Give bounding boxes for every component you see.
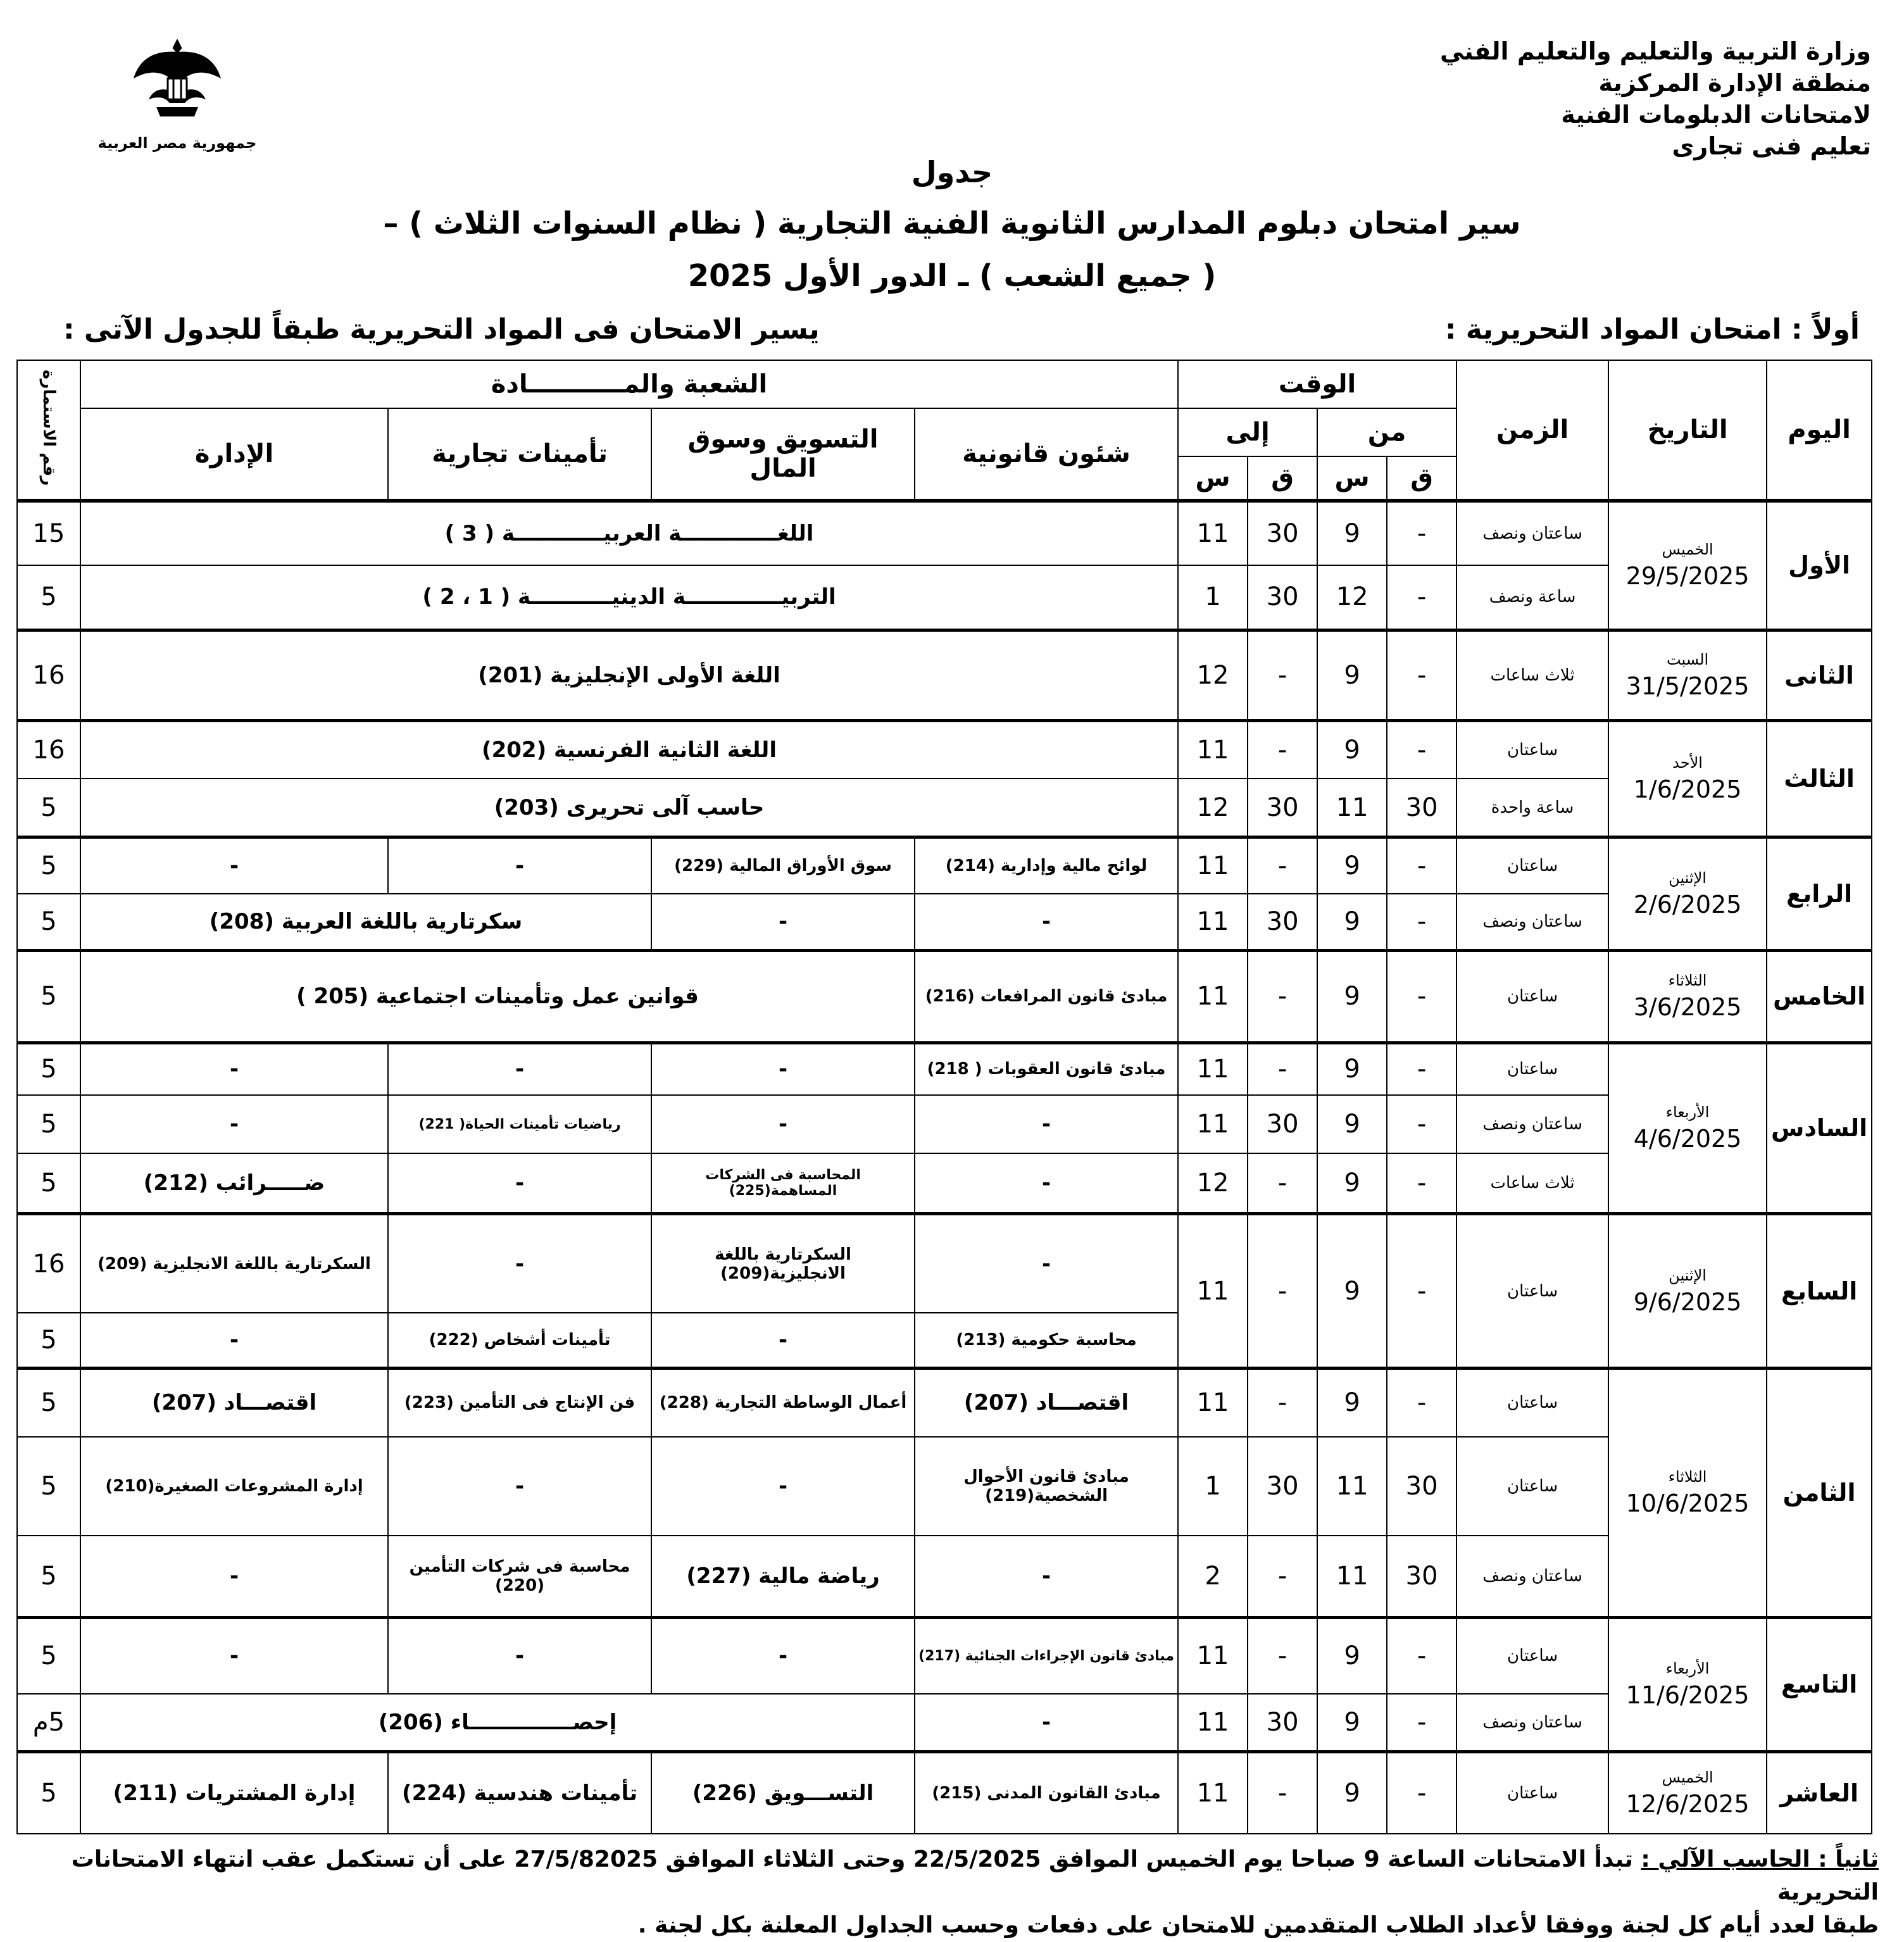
subject-insurance-cell: - <box>388 1214 651 1313</box>
subject-insurance-cell: تأمينات أشخاص (222) <box>388 1313 651 1368</box>
subject-insurance-cell: - <box>388 1437 651 1536</box>
from-s-cell: 9 <box>1317 1752 1387 1834</box>
from-s-cell: 9 <box>1317 837 1387 894</box>
from-q-cell: - <box>1387 1214 1456 1369</box>
score-cell: 5 <box>17 837 80 894</box>
to-s-cell: 11 <box>1178 950 1248 1043</box>
ministry-line: تعليم فنى تجارى <box>1672 132 1871 160</box>
from-q-cell: - <box>1387 1617 1456 1694</box>
from-q-cell: 30 <box>1387 1437 1456 1536</box>
subject-insurance-cell: - <box>388 837 651 894</box>
subject-insurance-cell: - <box>388 1043 651 1095</box>
subject-marketing-cell: - <box>651 1437 915 1536</box>
subject-insurance-cell: فن الإنتاج فى التأمين (223) <box>388 1369 651 1437</box>
subject-shared-cell: إحصــــــــــــــاء (206) <box>80 1694 915 1752</box>
subject-marketing-cell: التســـويق (226) <box>651 1752 915 1834</box>
date-cell: الأحد 1/6/2025 <box>1608 721 1767 837</box>
subject-admin-cell: - <box>80 837 388 894</box>
duration-cell: ثلاث ساعات <box>1456 1153 1608 1214</box>
day-cell: الرابع <box>1767 837 1872 950</box>
date-cell: الثلاثاء 3/6/2025 <box>1608 950 1767 1043</box>
to-q-cell: 30 <box>1248 1437 1317 1536</box>
day-cell: السادس <box>1767 1043 1872 1214</box>
to-q-cell: 30 <box>1248 1694 1317 1752</box>
from-q-cell: - <box>1387 950 1456 1043</box>
subject-cell: حاسب آلى تحريرى (203) <box>80 779 1178 837</box>
date-cell: الإثنين 2/6/2025 <box>1608 837 1767 950</box>
duration-cell: ساعة ونصف <box>1456 565 1608 630</box>
to-s-cell: 11 <box>1178 1369 1248 1437</box>
duration-cell: ساعتان <box>1456 1617 1608 1694</box>
to-s-cell: 11 <box>1178 1617 1248 1694</box>
subject-marketing-cell: - <box>651 894 915 951</box>
duration-cell: ساعتان <box>1456 1043 1608 1095</box>
to-q-cell: 30 <box>1248 501 1317 565</box>
duration-cell: ساعتان <box>1456 1437 1608 1536</box>
subject-marketing-cell: أعمال الوساطة التجارية (228) <box>651 1369 915 1437</box>
to-q-cell: - <box>1248 1214 1317 1369</box>
to-q-cell: - <box>1248 1043 1317 1095</box>
day-cell: الأول <box>1767 501 1872 630</box>
to-q-cell: - <box>1248 950 1317 1043</box>
from-s-cell: 9 <box>1317 1043 1387 1095</box>
title-line3: ( جميع الشعب ) ـ الدور الأول 2025 <box>687 258 1217 294</box>
subject-marketing-cell: - <box>651 1095 915 1153</box>
subject-admin-cell: - <box>80 1313 388 1368</box>
to-s-cell: 11 <box>1178 1752 1248 1834</box>
subject-legal-cell: اقتصـــاد (207) <box>915 1369 1178 1437</box>
to-q-cell: - <box>1248 1536 1317 1617</box>
subject-cell: اللغة الأولى الإنجليزية (201) <box>80 630 1178 721</box>
date-cell: الأربعاء 11/6/2025 <box>1608 1617 1767 1751</box>
from-q-cell: 30 <box>1387 1536 1456 1617</box>
from-s-cell: 11 <box>1317 1437 1387 1536</box>
score-cell: 5 <box>17 1313 80 1368</box>
subject-legal-cell: - <box>915 1694 1178 1752</box>
subject-legal-cell: مبادئ قانون العقوبات ( 218) <box>915 1043 1178 1095</box>
subject-legal-cell: - <box>915 1153 1178 1214</box>
duration-cell: ساعتان ونصف <box>1456 1536 1608 1617</box>
from-q-cell: 30 <box>1387 779 1456 837</box>
from-s-cell: 9 <box>1317 630 1387 721</box>
subject-admin-cell: السكرتارية باللغة الانجليزية (209) <box>80 1214 388 1313</box>
from-s-cell: 9 <box>1317 1617 1387 1694</box>
subject-cell: التربيـــــــــــــة الدينيـــــــــــة ( 1 ، 2 ) <box>80 565 1178 630</box>
to-s-cell: 11 <box>1178 501 1248 565</box>
subject-admin-cell: إدارة المشتريات (211) <box>80 1752 388 1834</box>
to-s-cell: 12 <box>1178 779 1248 837</box>
to-q-cell: 30 <box>1248 565 1317 630</box>
to-q-cell: - <box>1248 721 1317 779</box>
footer-line1 <box>24 1843 1879 1909</box>
day-cell: الثانى <box>1767 630 1872 721</box>
header-division: الشعبة والمـــــــــــادة <box>80 360 1178 408</box>
subject-insurance-cell: محاسبة فى شركات التأمين (220) <box>388 1536 651 1617</box>
date-cell: السبت 31/5/2025 <box>1608 630 1767 721</box>
duration-cell: ساعتان ونصف <box>1456 894 1608 951</box>
eagle-emblem-icon <box>130 33 225 128</box>
duration-cell: ساعتان <box>1456 1752 1608 1834</box>
date-cell: الإثنين 9/6/2025 <box>1608 1214 1767 1369</box>
score-cell: 5 <box>17 779 80 837</box>
subject-marketing-cell: - <box>651 1617 915 1694</box>
score-cell: 5 <box>17 565 80 630</box>
to-q-cell: 30 <box>1248 779 1317 837</box>
to-s-cell: 12 <box>1178 630 1248 721</box>
date-cell: الخميس 29/5/2025 <box>1608 501 1767 630</box>
header-insurance: تأمينات تجارية <box>388 408 651 501</box>
subject-legal-cell: محاسبة حكومية (213) <box>915 1313 1178 1368</box>
header-score: رقم الاستمارة <box>17 360 80 501</box>
to-q-cell: - <box>1248 1752 1317 1834</box>
score-cell: 5 <box>17 1617 80 1694</box>
subject-marketing-cell: المحاسبة فى الشركات المساهمة(225) <box>651 1153 915 1214</box>
subject-legal-cell: - <box>915 1536 1178 1617</box>
score-cell: 5 <box>17 1043 80 1095</box>
score-cell: 5 <box>17 1752 80 1834</box>
to-q-cell: - <box>1248 630 1317 721</box>
score-cell: 16 <box>17 1214 80 1313</box>
section-intro: يسير الامتحان فى المواد التحريرية طبقاً للجدول الآتى : <box>63 313 820 346</box>
subject-admin-cell: - <box>80 1095 388 1153</box>
subject-insurance-cell: - <box>388 1617 651 1694</box>
header-from-q: ق <box>1387 456 1456 501</box>
to-q-cell: - <box>1248 1617 1317 1694</box>
duration-cell: ساعتان <box>1456 1369 1608 1437</box>
from-q-cell: - <box>1387 894 1456 951</box>
score-cell: 5 <box>17 1095 80 1153</box>
score-cell: 5 <box>17 894 80 951</box>
to-q-cell: - <box>1248 1153 1317 1214</box>
subject-marketing-cell: السكرتارية باللغة الانجليزية(209) <box>651 1214 915 1313</box>
subject-insurance-cell: رياضيات تأمينات الحياة( 221) <box>388 1095 651 1153</box>
subject-marketing-cell: - <box>651 1313 915 1368</box>
score-cell: 5 <box>17 1536 80 1617</box>
header-day: اليوم <box>1767 360 1872 501</box>
from-q-cell: - <box>1387 565 1456 630</box>
ministry-line: منطقة الإدارة المركزية <box>1598 69 1871 97</box>
to-s-cell: 2 <box>1178 1536 1248 1617</box>
from-s-cell: 9 <box>1317 1153 1387 1214</box>
subject-legal-cell: لوائح مالية وإدارية (214) <box>915 837 1178 894</box>
header-admin: الإدارة <box>80 408 388 501</box>
subject-legal-cell: - <box>915 1095 1178 1153</box>
from-s-cell: 11 <box>1317 779 1387 837</box>
subject-insurance-cell: - <box>388 1153 651 1214</box>
from-q-cell: - <box>1387 1095 1456 1153</box>
subject-legal-cell: مبادئ قانون المرافعات (216) <box>915 950 1178 1043</box>
to-q-cell: 30 <box>1248 894 1317 951</box>
to-s-cell: 11 <box>1178 721 1248 779</box>
day-cell: الثالث <box>1767 721 1872 837</box>
from-s-cell: 12 <box>1317 565 1387 630</box>
from-q-cell: - <box>1387 1752 1456 1834</box>
from-q-cell: - <box>1387 630 1456 721</box>
score-cell: 15 <box>17 501 80 565</box>
day-cell: الثامن <box>1767 1369 1872 1618</box>
subject-marketing-cell: - <box>651 1043 915 1095</box>
score-cell: 5 <box>17 1153 80 1214</box>
subject-admin-cell: اقتصـــاد (207) <box>80 1369 388 1437</box>
from-q-cell: - <box>1387 837 1456 894</box>
score-cell: 5 <box>17 1437 80 1536</box>
ministry-header <box>1390 35 1871 162</box>
duration-cell: ثلاث ساعات <box>1456 630 1608 721</box>
from-q-cell: - <box>1387 1153 1456 1214</box>
ministry-line: لامتحانات الدبلومات الفنية <box>1561 101 1871 128</box>
duration-cell: ساعتان ونصف <box>1456 1694 1608 1752</box>
duration-cell: ساعتان <box>1456 837 1608 894</box>
emblem-block <box>82 33 272 152</box>
header-legal: شئون قانونية <box>915 408 1178 501</box>
to-q-cell: - <box>1248 1369 1317 1437</box>
to-s-cell: 11 <box>1178 1043 1248 1095</box>
subject-legal-cell: مبادئ القانون المدنى (215) <box>915 1752 1178 1834</box>
score-cell: 16 <box>17 721 80 779</box>
subject-shared-cell: قوانين عمل وتأمينات اجتماعية (205 ) <box>80 950 915 1043</box>
from-q-cell: - <box>1387 721 1456 779</box>
subject-admin-cell: - <box>80 1617 388 1694</box>
subject-cell: اللغـــــــــــــة العربيــــــــــــة ( 3 ) <box>80 501 1178 565</box>
to-s-cell: 12 <box>1178 1153 1248 1214</box>
duration-cell: ساعتان ونصف <box>1456 1095 1608 1153</box>
subject-cell: اللغة الثانية الفرنسية (202) <box>80 721 1178 779</box>
day-cell: التاسع <box>1767 1617 1872 1751</box>
day-cell: العاشر <box>1767 1752 1872 1834</box>
ministry-line: وزارة التربية والتعليم والتعليم الفني <box>1439 37 1871 65</box>
title-line2: سير امتحان دبلوم المدارس الثانوية الفنية التجارية ( نظام السنوات الثلاث ) – <box>383 206 1521 241</box>
from-s-cell: 9 <box>1317 894 1387 951</box>
to-s-cell: 11 <box>1178 837 1248 894</box>
republic-label: جمهورية مصر العربية <box>97 134 257 152</box>
header-to: إلى <box>1178 408 1317 456</box>
header-to-q: ق <box>1248 456 1317 501</box>
subject-admin-cell: - <box>80 1536 388 1617</box>
from-s-cell: 9 <box>1317 1214 1387 1369</box>
subject-insurance-admin-cell: سكرتارية باللغة العربية (208) <box>80 894 651 951</box>
from-s-cell: 9 <box>1317 1369 1387 1437</box>
to-s-cell: 1 <box>1178 1437 1248 1536</box>
from-q-cell: - <box>1387 1694 1456 1752</box>
header-to-s: س <box>1178 456 1248 501</box>
subject-legal-cell: مبادئ قانون الأحوال الشخصية(219) <box>915 1437 1178 1536</box>
score-cell: 5م <box>17 1694 80 1752</box>
header-date: التاريخ <box>1608 360 1767 501</box>
to-s-cell: 1 <box>1178 565 1248 630</box>
subject-legal-cell: مبادئ قانون الإجراءات الجنائية (217) <box>915 1617 1178 1694</box>
subject-legal-cell: - <box>915 1214 1178 1313</box>
subject-admin-cell: - <box>80 1043 388 1095</box>
subject-marketing-cell: رياضة مالية (227) <box>651 1536 915 1617</box>
header-from: من <box>1317 408 1456 456</box>
to-s-cell: 11 <box>1178 894 1248 951</box>
to-s-cell: 11 <box>1178 1694 1248 1752</box>
duration-cell: ساعتان <box>1456 950 1608 1043</box>
date-cell: الخميس 12/6/2025 <box>1608 1752 1767 1834</box>
subject-insurance-cell: تأمينات هندسية (224) <box>388 1752 651 1834</box>
from-q-cell: - <box>1387 501 1456 565</box>
from-q-cell: - <box>1387 1369 1456 1437</box>
to-s-cell: 11 <box>1178 1214 1248 1369</box>
subject-legal-cell: - <box>915 894 1178 951</box>
header-duration: الزمن <box>1456 360 1608 501</box>
to-s-cell: 11 <box>1178 1095 1248 1153</box>
from-q-cell: - <box>1387 1043 1456 1095</box>
score-cell: 5 <box>17 950 80 1043</box>
section-heading: أولاً : امتحان المواد التحريرية : <box>1444 313 1860 346</box>
duration-cell: ساعة واحدة <box>1456 779 1608 837</box>
to-q-cell: - <box>1248 837 1317 894</box>
day-cell: الخامس <box>1767 950 1872 1043</box>
from-s-cell: 9 <box>1317 721 1387 779</box>
duration-cell: ساعتان <box>1456 1214 1608 1369</box>
date-cell: الأربعاء 4/6/2025 <box>1608 1043 1767 1214</box>
score-cell: 5 <box>17 1369 80 1437</box>
from-s-cell: 9 <box>1317 1095 1387 1153</box>
from-s-cell: 11 <box>1317 1536 1387 1617</box>
footer-note <box>24 1843 1879 1942</box>
header-time: الوقت <box>1178 360 1456 408</box>
from-s-cell: 9 <box>1317 501 1387 565</box>
duration-cell: ساعتان <box>1456 721 1608 779</box>
day-cell: السابع <box>1767 1214 1872 1369</box>
to-q-cell: 30 <box>1248 1095 1317 1153</box>
from-s-cell: 9 <box>1317 950 1387 1043</box>
exam-schedule-table <box>16 360 1872 1834</box>
subject-admin-cell: ضـــــرائب (212) <box>80 1153 388 1214</box>
subject-marketing-cell: سوق الأوراق المالية (229) <box>651 837 915 894</box>
footer-text1: تبدأ الامتحانات الساعة 9 صباحا يوم الخميس الموافق 22/5/2025 وحتى الثلاثاء الموافق 27/5/82025 على أن تستكمل عقب انتهاء الامتحانات التحريرية <box>71 1846 1879 1905</box>
footer-text2: طبقا لعدد أيام كل لجنة ووفقا لأعداد الطلاب المتقدمين للامتحان على دفعات وحسب الجداول المعلنة بكل لجنة . <box>637 1912 1879 1938</box>
header-marketing: التسويق وسوق المال <box>651 408 915 501</box>
subject-admin-cell: إدارة المشروعات الصغيرة(210) <box>80 1437 388 1536</box>
footer-label: ثانياً : الحاسب الآلي : <box>1641 1846 1879 1872</box>
date-cell: الثلاثاء 10/6/2025 <box>1608 1369 1767 1618</box>
score-cell: 16 <box>17 630 80 721</box>
duration-cell: ساعتان ونصف <box>1456 501 1608 565</box>
from-s-cell: 9 <box>1317 1694 1387 1752</box>
title-line1: جدول <box>911 155 993 189</box>
header-from-s: س <box>1317 456 1387 501</box>
